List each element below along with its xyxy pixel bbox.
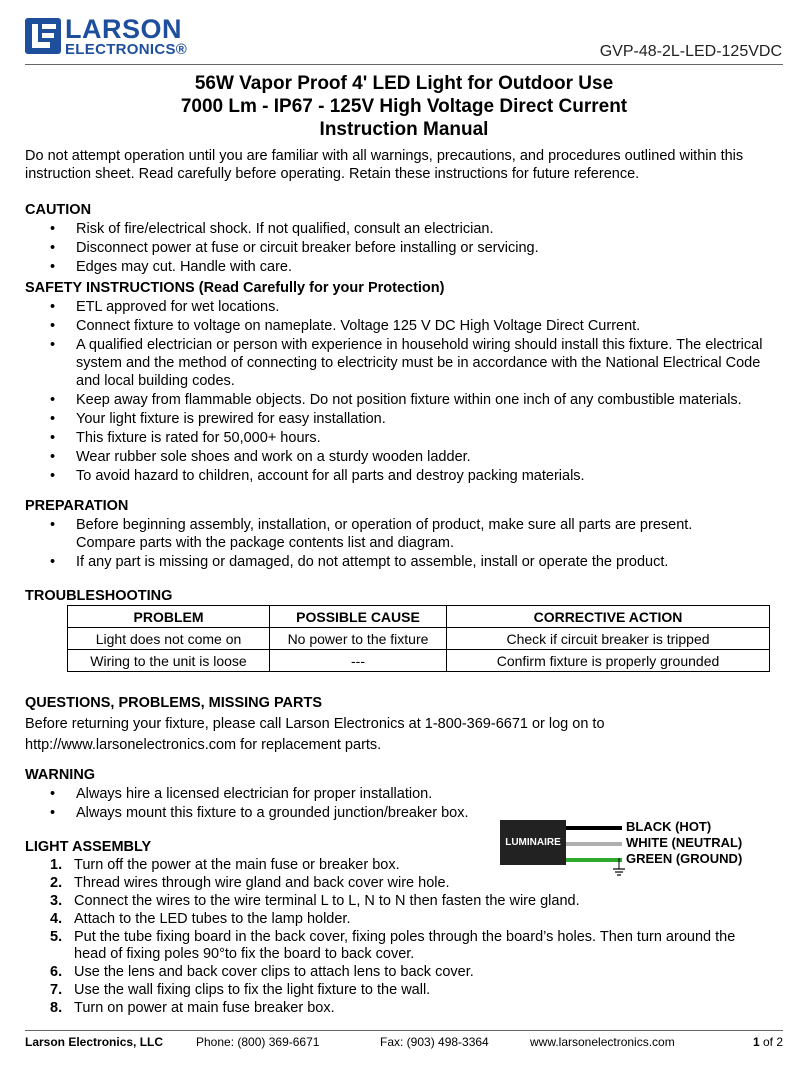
table-cell: Check if circuit breaker is tripped (447, 628, 770, 650)
title-line3: Instruction Manual (319, 119, 489, 140)
footer-divider (25, 1030, 783, 1031)
list-item: 5. Put the tube fixing board in the back cover, fixing poles through the board’s holes. Then turn around the head of fixing poles 90°to fix the board to back cover. (50, 929, 736, 962)
table-cell: Light does not come on (68, 628, 270, 650)
company-logo (25, 14, 195, 58)
list-item: • Edges may cut. Handle with care. (50, 259, 292, 275)
green-wire-label: GREEN (GROUND) (626, 851, 743, 866)
table-cell: Wiring to the unit is loose (68, 650, 270, 672)
table-row (68, 650, 770, 672)
footer-phone: Phone: (800) 369-6671 (196, 1035, 320, 1049)
list-item: • Always mount this fixture to a grounded junction/breaker box. (50, 805, 469, 821)
caution-section (25, 201, 785, 276)
table-cell: Confirm fixture is properly grounded (447, 650, 770, 672)
list-item: 7. Use the wall fixing clips to fix the light fixture to the wall. (50, 982, 431, 998)
questions-section (25, 694, 785, 756)
caution-heading: CAUTION (25, 202, 92, 218)
list-item: • A qualified electrician or person with experience in household wiring should install this fixture. The electrical system and the method of connecting to electricity must be in accordance with the National Electrical Code and local building codes. (50, 337, 763, 389)
preparation-heading: PREPARATION (25, 498, 129, 514)
intro-paragraph: Do not attempt operation until you are familiar with all warnings, precautions, and procedures outlined within this instruction sheet. Read carefully before operating. Retain these instructions for future reference. (25, 148, 744, 182)
list-item: 3. Connect the wires to the wire terminal L to L, N to N then fasten the wire gland. (50, 893, 580, 909)
safety-heading: SAFETY INSTRUCTIONS (Read Carefully for your Protection) (25, 280, 445, 296)
warning-heading: WARNING (25, 767, 96, 783)
list-item: • Disconnect power at fuse or circuit breaker before installing or servicing. (50, 240, 539, 256)
footer-page-number: 1 of 2 (752, 1035, 783, 1049)
safety-section (25, 279, 785, 485)
list-item: 2. Thread wires through wire gland and back cover wire hole. (50, 875, 450, 891)
logo-line2: ELECTRONICS® (65, 41, 188, 58)
black-wire-label: BLACK (HOT) (626, 819, 712, 834)
troubleshooting-table (67, 605, 770, 672)
list-item: 1. Turn off the power at the main fuse or breaker box. (50, 857, 400, 873)
table-cell: No power to the fixture (270, 628, 447, 650)
luminaire-box: LUMINAIRE (500, 820, 566, 865)
header-divider (25, 64, 783, 65)
warning-section (25, 766, 785, 822)
column-header: POSSIBLE CAUSE (270, 606, 447, 628)
list-item: • Connect fixture to voltage on nameplate. Voltage 125 V DC High Voltage Direct Current. (50, 318, 641, 334)
list-item: • Before beginning assembly, installation, or operation of product, make sure all parts are present. Compare parts with the package contents list and diagram. (50, 517, 693, 551)
model-number: GVP-48-2L-LED-125VDC (599, 43, 782, 60)
list-item: 8. Turn on power at main fuse breaker box. (50, 1000, 335, 1016)
list-item: • To avoid hazard to children, account for all parts and destroy packing materials. (50, 468, 585, 484)
list-item: • ETL approved for wet locations. (50, 299, 280, 315)
list-item: • Wear rubber sole shoes and work on a sturdy wooden ladder. (50, 449, 471, 465)
questions-heading: QUESTIONS, PROBLEMS, MISSING PARTS (25, 695, 323, 711)
table-row (68, 628, 770, 650)
list-item: • Always hire a licensed electrician for proper installation. (50, 786, 433, 802)
white-wire-label: WHITE (NEUTRAL) (626, 835, 743, 850)
column-header: PROBLEM (68, 606, 270, 628)
table-cell: --- (270, 650, 447, 672)
footer-fax: Fax: (903) 498-3364 (380, 1035, 489, 1049)
footer-website: www.larsonelectronics.com (530, 1035, 675, 1049)
logo-line1: LARSON (65, 14, 182, 44)
troubleshooting-heading: TROUBLESHOOTING (25, 588, 173, 604)
logo-mark-icon (25, 18, 61, 54)
questions-line1: Before returning your fixture, please call Larson Electronics at 1-800-369-6671 or log on to (25, 716, 605, 732)
list-item: • If any part is missing or damaged, do not attempt to assemble, install or operate the product. (50, 554, 669, 570)
troubleshooting-section (25, 587, 785, 605)
footer-company: Larson Electronics, LLC (25, 1035, 164, 1049)
title-line1: 56W Vapor Proof 4' LED Light for Outdoor Use (194, 73, 614, 94)
preparation-section (25, 497, 785, 571)
title-line2: 7000 Lm - IP67 - 125V High Voltage Direct Current (180, 96, 628, 117)
assembly-section (25, 835, 785, 1017)
table-header-row (68, 606, 770, 628)
list-item: 4. Attach to the LED tubes to the lamp holder. (50, 911, 351, 927)
list-item: • This fixture is rated for 50,000+ hours. (50, 430, 321, 446)
list-item: • Your light fixture is prewired for easy installation. (50, 411, 386, 427)
list-item: 6. Use the lens and back cover clips to attach lens to back cover. (50, 964, 474, 980)
questions-line2: http://www.larsonelectronics.com for replacement parts. (25, 737, 382, 753)
column-header: CORRECTIVE ACTION (447, 606, 770, 628)
list-item: • Risk of fire/electrical shock. If not qualified, consult an electrician. (50, 221, 494, 237)
assembly-heading: LIGHT ASSEMBLY (25, 839, 152, 855)
document-title (0, 72, 808, 141)
list-item: • Keep away from flammable objects. Do not position fixture within one inch of any combustible materials. (50, 392, 742, 408)
black-wire (566, 826, 622, 830)
